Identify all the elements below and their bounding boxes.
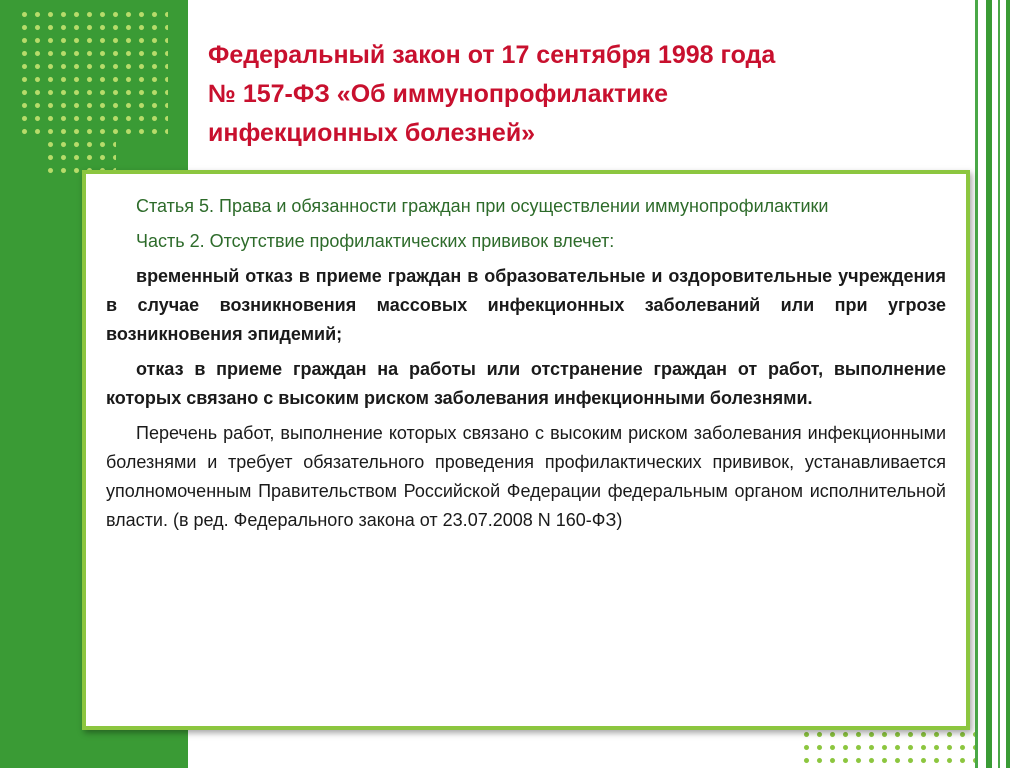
content-box: [82, 170, 970, 730]
right-stripe-decoration: [986, 0, 992, 768]
title-line: Федеральный закон от 17 сентября 1998 года: [208, 41, 776, 69]
dot-pattern-decoration: [800, 728, 975, 768]
dot-pattern-decoration: [18, 8, 168, 138]
title-line: инфекционных болезней»: [208, 119, 536, 147]
right-stripe-decoration: [998, 0, 1000, 768]
slide-title: [208, 36, 948, 153]
article-heading: Статья 5. Права и обязанности граждан при осуществлении иммунопрофилактики: [136, 196, 829, 216]
list-item: временный отказ в приеме граждан в образовательные и оздоровительные учреждения в случае возникновения массовых инфекционных заболеваний или при угрозе возникновения эпидемий;: [106, 266, 946, 344]
note-paragraph: Перечень работ, выполнение которых связано с высоким риском заболевания инфекционными болезнями и требует обязательного проведения профилактических прививок, устанавливается уполномоченным Правительством Российской Федерации федеральным органом исполнительной власти. (в ред. Федерального закона от 23.07.2008 N 160-ФЗ): [106, 423, 946, 530]
list-item: отказ в приеме граждан на работы или отстранение граждан от работ, выполнение которых связано с высоким риском заболевания инфекционными болезнями.: [106, 359, 946, 408]
part-heading: Часть 2. Отсутствие профилактических прививок влечет:: [136, 231, 615, 251]
right-stripe-decoration: [1006, 0, 1010, 768]
title-line: № 157-ФЗ «Об иммунопрофилактике: [208, 80, 669, 108]
right-stripe-decoration: [975, 0, 978, 768]
